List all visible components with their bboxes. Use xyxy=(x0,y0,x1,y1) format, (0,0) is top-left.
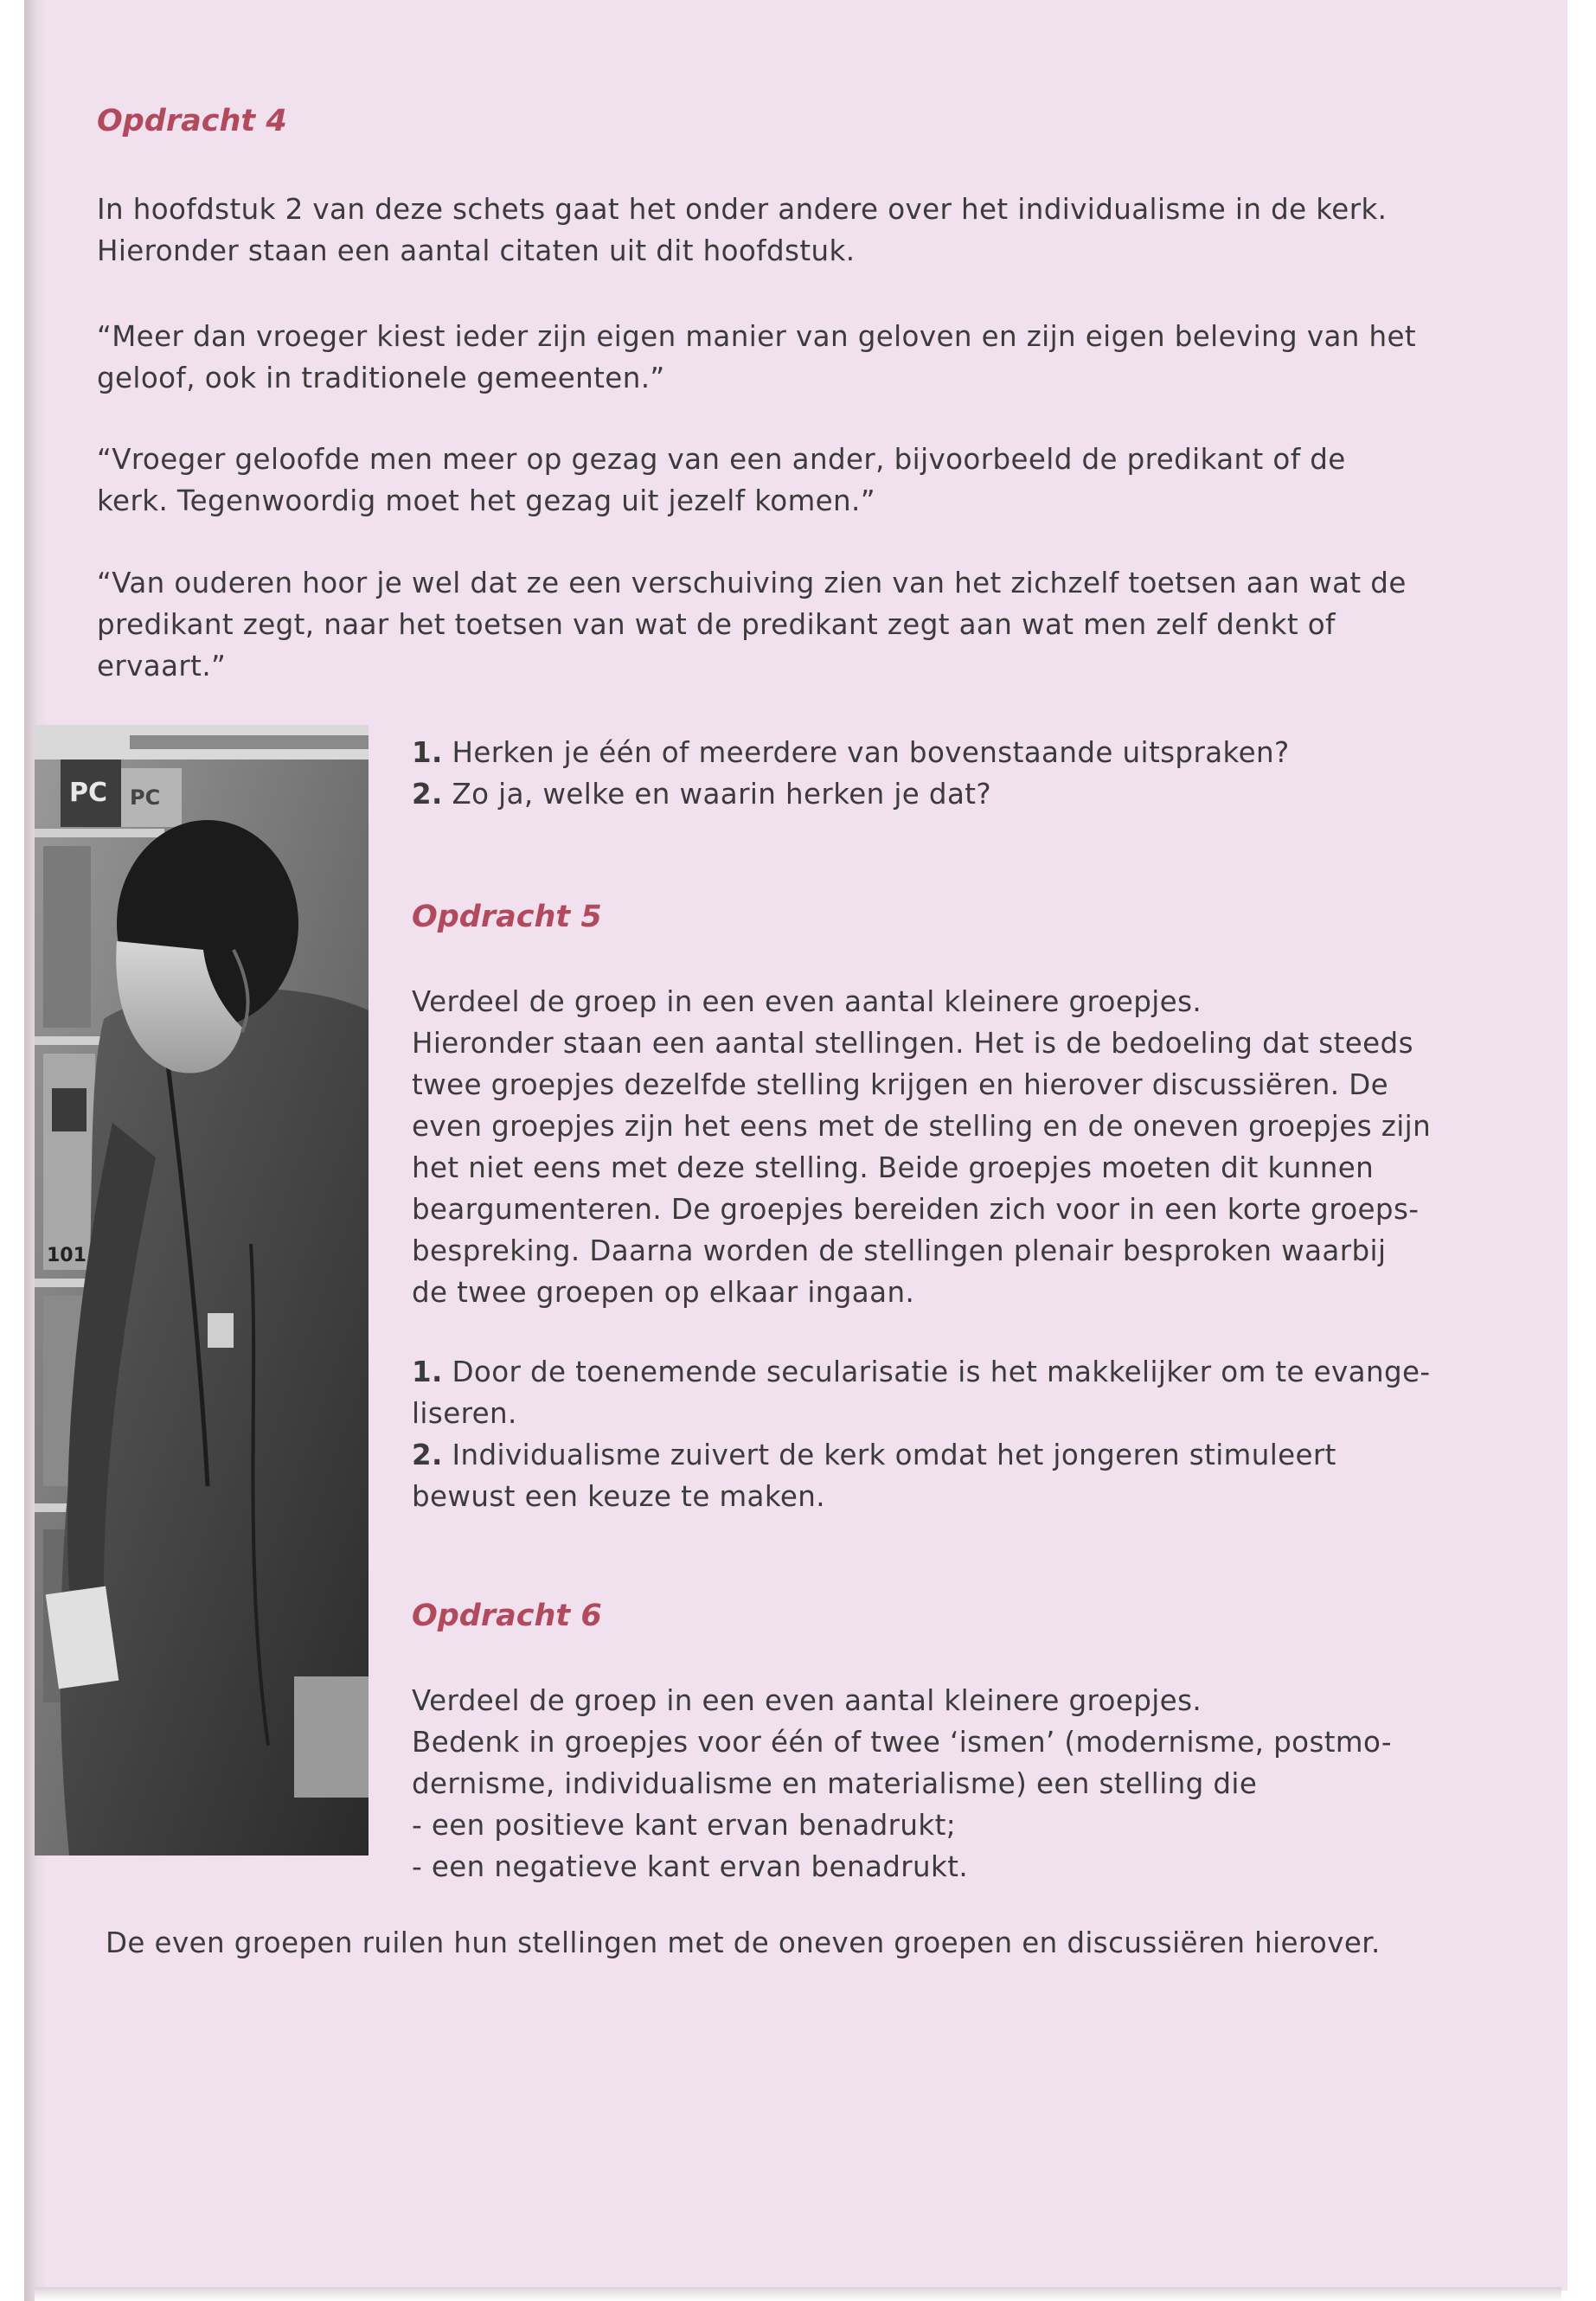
photo-man-at-magazine-rack xyxy=(35,725,369,1856)
quote-line: “Vroeger geloofde men meer op gezag van een ander, bijvoorbeeld de predikant of de xyxy=(97,443,1346,476)
question-item xyxy=(412,773,1290,815)
shelf xyxy=(35,829,164,837)
body-line: dernisme, individualisme en materialisme) een stelling die xyxy=(412,1767,1258,1800)
quote-line: geloof, ook in traditionele gemeenten.” xyxy=(97,362,665,394)
quote-line: ervaart.” xyxy=(97,650,227,683)
statement-continuation: bewust een keuze te maken. xyxy=(412,1480,825,1513)
opdracht-6-closing xyxy=(106,1922,1381,1964)
quote-line: “Van ouderen hoor je wel dat ze een verschuiving zien van het zichzelf toetsen aan wat de xyxy=(97,567,1407,599)
question-item xyxy=(412,732,1290,773)
opdracht-6-body xyxy=(412,1680,1392,1888)
magazine xyxy=(43,1054,95,1270)
opdracht-5-heading: Opdracht 5 xyxy=(412,900,602,934)
statement-item xyxy=(412,1434,1431,1476)
quote-2 xyxy=(97,439,1346,522)
opdracht-4-questions xyxy=(412,732,1290,815)
quote-1 xyxy=(97,316,1416,399)
photo-illustration xyxy=(35,725,369,1856)
statement-number: 2. xyxy=(412,1439,443,1471)
body-line: Bedenk in groepjes voor één of twee ‘ismen’ (modernisme, postmo- xyxy=(412,1726,1392,1759)
question-number: 1. xyxy=(412,736,443,769)
body-line: Hieronder staan een aantal stellingen. Het is de bedoeling dat steeds xyxy=(412,1027,1413,1060)
magazine-label: PC xyxy=(69,778,108,808)
body-line: Verdeel de groep in een even aantal kleinere groepjes. xyxy=(412,1684,1202,1717)
question-text: Zo ja, welke en waarin herken je dat? xyxy=(442,778,992,811)
intro-line: In hoofdstuk 2 van deze schets gaat het onder andere over het individualisme in de kerk. xyxy=(97,193,1388,226)
quote-line: “Meer dan vroeger kiest ieder zijn eigen manier van geloven en zijn eigen beleving van het xyxy=(97,320,1417,353)
opdracht-4-intro xyxy=(97,189,1387,272)
closing-line: De even groepen ruilen hun stellingen met de oneven groepen en discussiëren hierover. xyxy=(106,1926,1381,1959)
statement-continuation: liseren. xyxy=(412,1397,517,1430)
question-number: 2. xyxy=(412,778,443,811)
statement-text: Door de toenemende secularisatie is het makkelijker om te evange- xyxy=(442,1356,1431,1388)
page-bottom-edge xyxy=(35,2287,1561,2301)
statement-text: Individualisme zuivert de kerk omdat het jongeren stimuleert xyxy=(442,1439,1336,1471)
body-line: de twee groepen op elkaar ingaan. xyxy=(412,1276,915,1309)
quote-line: predikant zegt, naar het toetsen van wat de predikant zegt aan wat men zelf denkt of xyxy=(97,608,1336,641)
rack-item xyxy=(294,1676,369,1798)
opdracht-5-statements xyxy=(412,1351,1431,1517)
statement-item xyxy=(412,1351,1431,1393)
bullet-item: - een positieve kant ervan benadrukt; xyxy=(412,1809,957,1842)
statement-number: 1. xyxy=(412,1356,443,1388)
quote-line: kerk. Tegenwoordig moet het gezag uit jezelf komen.” xyxy=(97,484,875,517)
body-line: even groepjes zijn het eens met de stelling en de oneven groepjes zijn xyxy=(412,1110,1432,1143)
bullet-item: - een negatieve kant ervan benadrukt. xyxy=(412,1850,969,1883)
magazine xyxy=(43,846,91,1028)
light-grille xyxy=(130,735,369,749)
body-line: het niet eens met deze stelling. Beide groepjes moeten dit kunnen xyxy=(412,1151,1375,1184)
opdracht-5-body xyxy=(412,981,1431,1313)
body-line: Verdeel de groep in een even aantal kleinere groepjes. xyxy=(412,985,1202,1018)
quote-3 xyxy=(97,562,1407,687)
body-line: twee groepjes dezelfde stelling krijgen en hierover discussiëren. De xyxy=(412,1068,1389,1101)
question-text: Herken je één of meerdere van bovenstaande uitspraken? xyxy=(442,736,1290,769)
coat-badge xyxy=(208,1313,234,1348)
intro-line: Hieronder staan een aantal citaten uit dit hoofdstuk. xyxy=(97,234,856,267)
magazine-apple xyxy=(52,1088,87,1131)
magazine-label: 101 xyxy=(47,1245,87,1266)
magazine-label: PC xyxy=(130,785,161,810)
opdracht-4-heading: Opdracht 4 xyxy=(97,104,287,138)
body-line: bespreking. Daarna worden de stellingen plenair besproken waarbij xyxy=(412,1234,1387,1267)
body-line: beargumenteren. De groepjes bereiden zich voor in een korte groeps- xyxy=(412,1193,1420,1226)
opdracht-6-heading: Opdracht 6 xyxy=(412,1599,602,1633)
